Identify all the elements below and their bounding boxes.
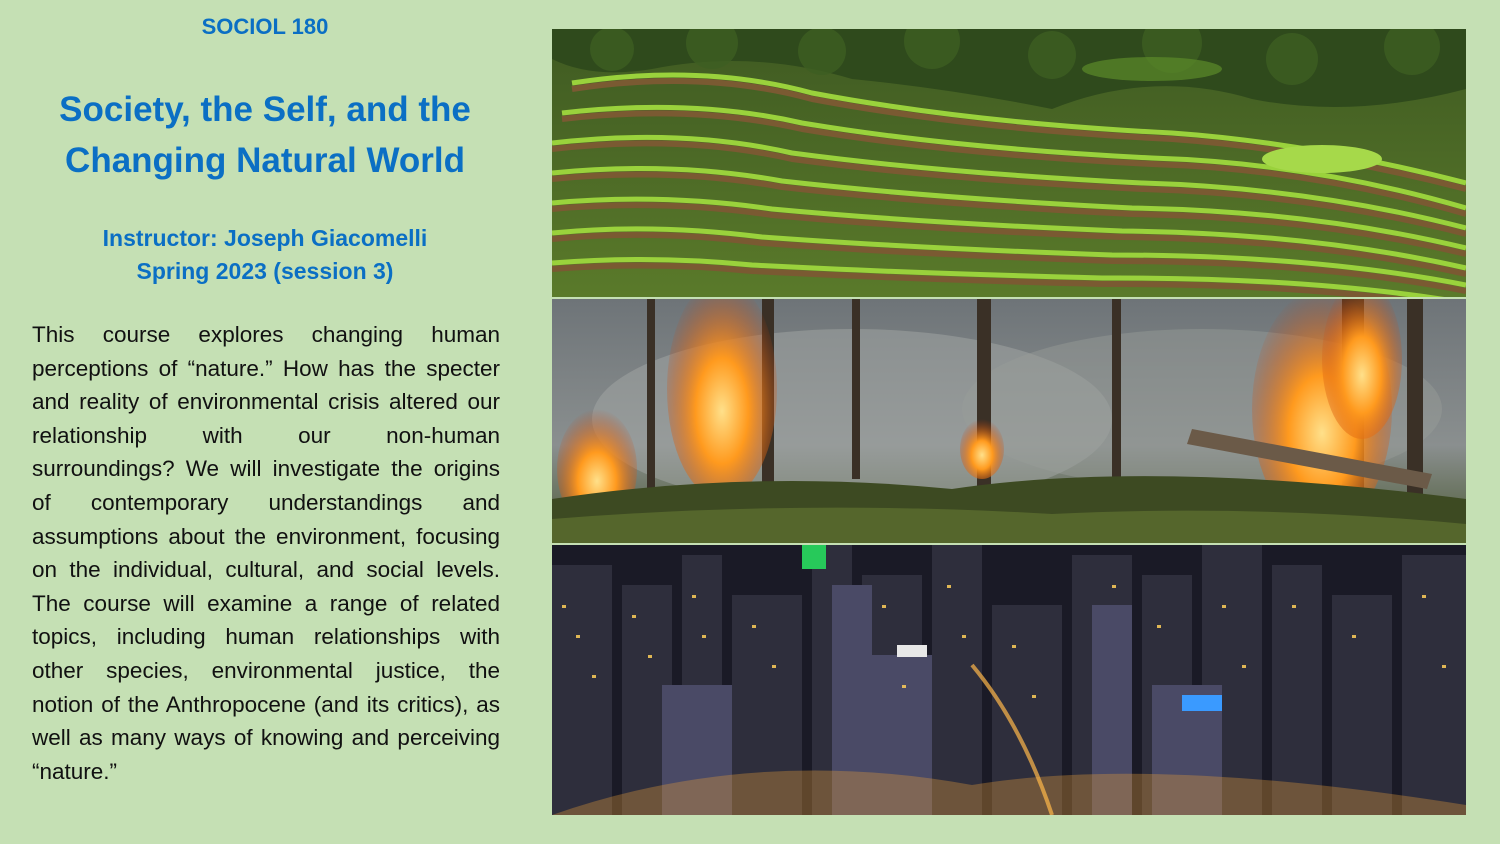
city-night-image xyxy=(552,545,1466,815)
course-title-line-1: Society, the Self, and the xyxy=(59,90,471,129)
instructor-block xyxy=(30,222,500,288)
course-info xyxy=(30,0,500,844)
image-collage xyxy=(552,29,1466,815)
course-title-line-2: Changing Natural World xyxy=(65,141,465,180)
instructor-name: Instructor: Joseph Giacomelli xyxy=(102,225,428,251)
course-term: Spring 2023 (session 3) xyxy=(136,258,394,284)
course-title xyxy=(30,84,500,186)
forest-fire-image xyxy=(552,299,1466,543)
course-code: SOCIOL 180 xyxy=(201,14,329,39)
course-description: This course explores changing human perceptions of “nature.” How has the specter and reality of environmental crisis altered our relationship with our non-human surroundings? We will investigate the origins of contemporary understandings and assumptions about the environment, focusing on the individual, cultural, and social levels. The course will examine a range of related topics, including human relationships with other species, environmental justice, the notion of the Anthropocene (and its critics), as well as many ways of knowing and perceiving “nature.” xyxy=(32,322,500,784)
rice-terraces-image xyxy=(552,29,1466,297)
